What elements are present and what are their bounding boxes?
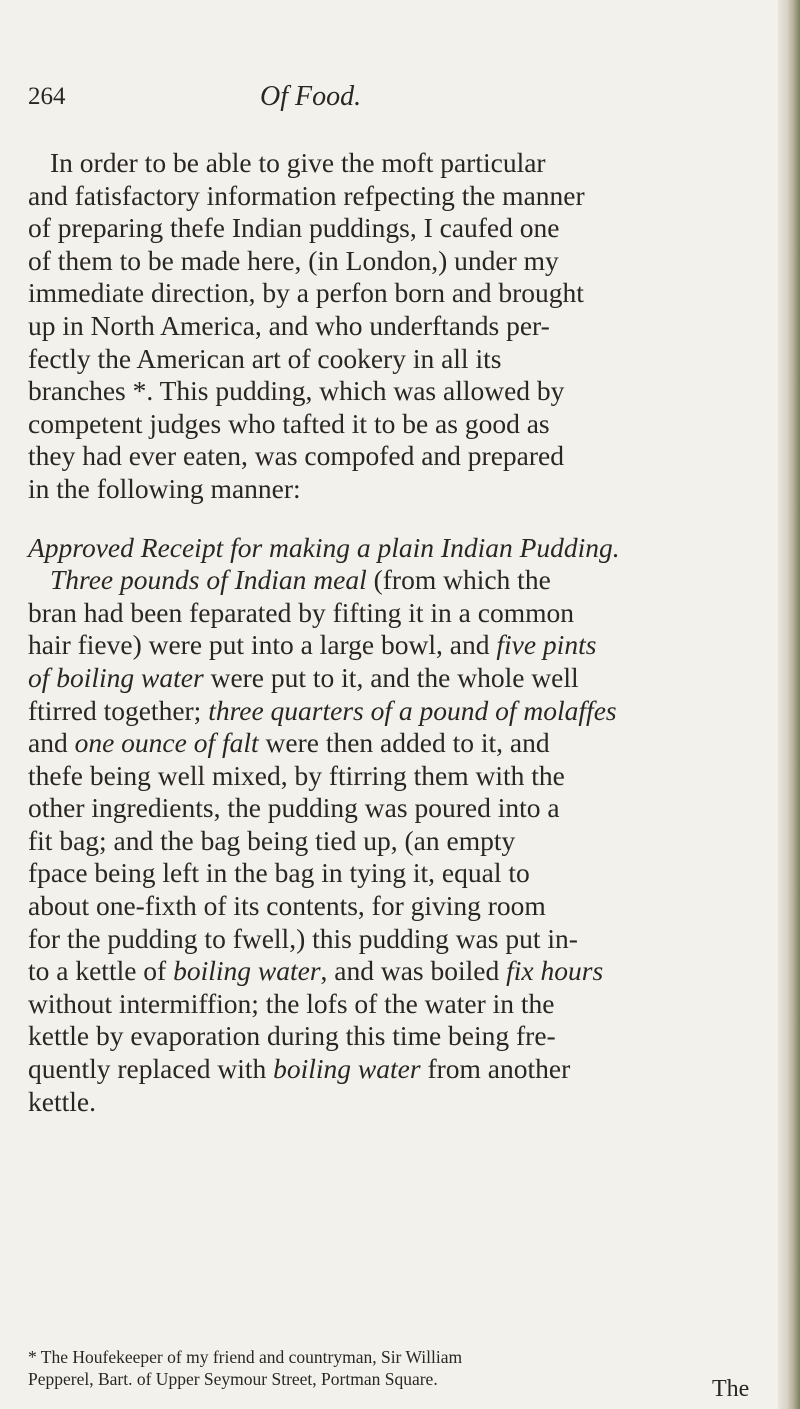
text-line: about one-fixth of its contents, for giving room (28, 890, 546, 922)
italic-phrase: of boiling water (28, 661, 204, 693)
text-line: branches *. This pudding, which was allowed by (28, 375, 565, 407)
text-line: for the pudding to fwell,) this pudding was put in- (28, 922, 578, 954)
text-run: were then added to it, and (258, 727, 550, 759)
text-line: and fatisfactory information refpecting the manner (28, 179, 585, 211)
text-run: from another (420, 1053, 571, 1085)
running-title: Of Food. (260, 81, 362, 112)
footnote (28, 1346, 728, 1390)
text-run: and (28, 727, 75, 759)
italic-phrase: Three pounds of Indian meal (50, 564, 367, 596)
text-line: other ingredients, the pudding was poured into a (28, 792, 560, 824)
italic-phrase: fix hours (506, 955, 604, 987)
text-line: kettle. (28, 1085, 96, 1117)
text-line: In order to be able to give the moft particular (50, 147, 546, 178)
text-line: of preparing thefe Indian puddings, I caufed one (28, 212, 560, 244)
text-line (28, 727, 738, 760)
text-line: fit bag; and the bag being tied up, (an empty (28, 824, 516, 856)
text-line: bran had been feparated by fifting it in a common (28, 596, 574, 628)
paragraph-intro (28, 147, 738, 506)
italic-phrase: one ounce of falt (74, 727, 259, 759)
text-run: ftirred together; (28, 694, 209, 726)
text-run: to a kettle of (28, 955, 174, 987)
receipt-heading: Approved Receipt for making a plain Indian Pudding. (28, 531, 620, 563)
text-line: fpace being left in the bag in tying it, equal to (28, 857, 530, 889)
italic-phrase: three quarters of a pound of molaffes (208, 694, 617, 726)
catchword: The (712, 1376, 750, 1402)
text-line: immediate direction, by a perfon born and brought (28, 277, 584, 309)
text-run: quently replaced with (28, 1053, 274, 1085)
text-line: they had ever eaten, was compofed and prepared (28, 440, 564, 472)
text-line: competent judges who tafted it to be as good as (28, 407, 550, 439)
text-line (28, 564, 738, 597)
text-line (28, 629, 738, 662)
text-line (28, 1053, 738, 1086)
page-edge-shadow (778, 0, 800, 1409)
text-line: up in North America, and who underftands per- (28, 309, 550, 341)
text-line: in the following manner: (28, 472, 301, 504)
footnote-line: Pepperel, Bart. of Upper Seymour Street, Portman Square. (28, 1369, 438, 1389)
paragraph-receipt (28, 564, 738, 1118)
text-run: hair fieve) were put into a large bowl, and (28, 629, 497, 661)
text-line: kettle by evaporation during this time being fre- (28, 1020, 556, 1052)
text-line: without intermiffion; the lofs of the water in the (28, 987, 555, 1019)
italic-phrase: five pints (496, 629, 597, 661)
text-line (28, 955, 738, 988)
text-run: were put to it, and the whole well (203, 661, 579, 693)
footnote-line: * The Houfekeeper of my friend and countryman, Sir William (28, 1347, 463, 1367)
italic-phrase: boiling water (273, 1053, 421, 1085)
text-line: fectly the American art of cookery in all its (28, 342, 502, 374)
text-line: of them to be made here, (in London,) under my (28, 244, 559, 276)
page-header (28, 83, 740, 123)
page-number: 264 (28, 83, 66, 110)
text-run: (from which the (366, 564, 551, 596)
body-text (28, 147, 738, 1118)
text-run: , and was boiled (320, 955, 507, 987)
italic-phrase: boiling water (173, 955, 321, 987)
text-line: thefe being well mixed, by ftirring them with the (28, 759, 565, 791)
text-line (28, 662, 738, 695)
text-line (28, 695, 738, 728)
